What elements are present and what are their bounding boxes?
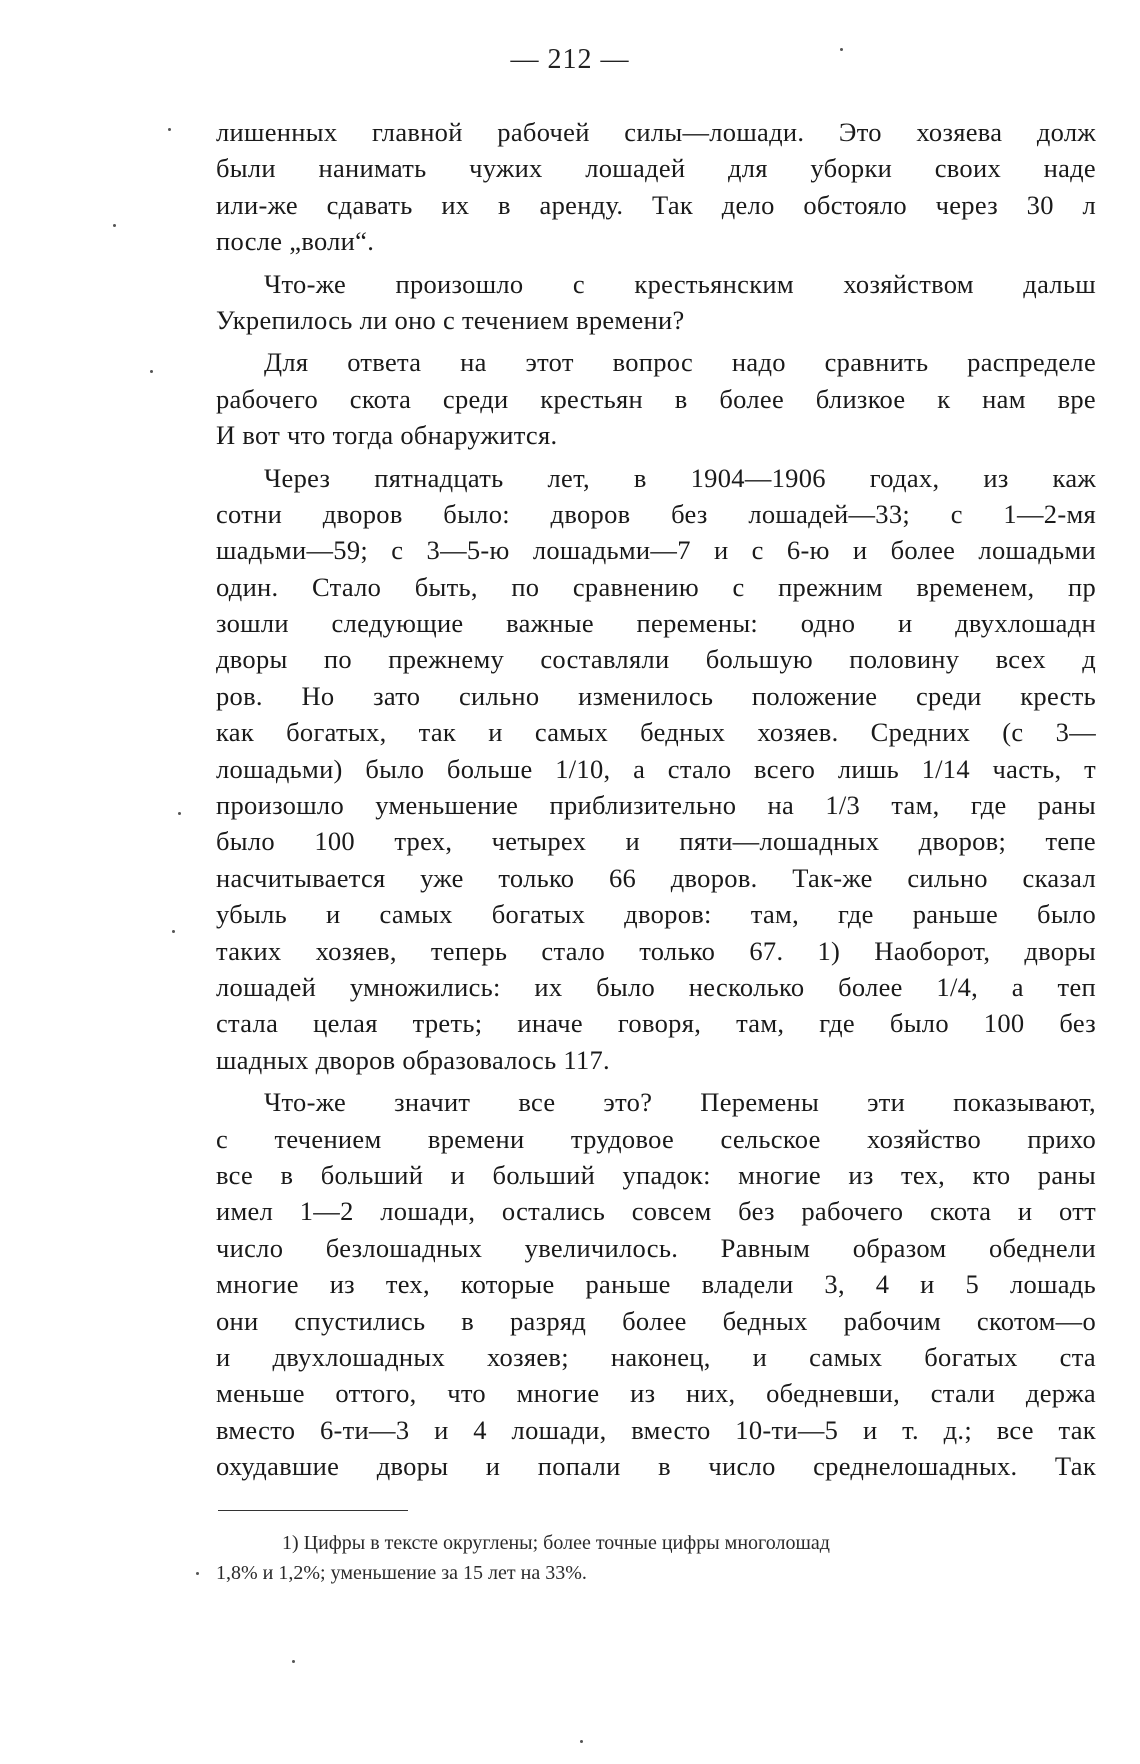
footnote	[216, 1528, 1096, 1588]
text-line: с течением времени трудовое сельское хозяйство прихо	[216, 1123, 1096, 1154]
footnote-line: 1) Цифры в тексте округлены; более точные цифры многолошад	[282, 1532, 830, 1554]
text-line: шадьми—59; с 3—5-ю лошадьми—7 и с 6-ю и более лошадьми	[216, 535, 1096, 566]
text-line: лошадьми) было больше 1/10, а стало всего лишь 1/14 часть, т	[216, 753, 1096, 784]
text-line: зошли следующие важные перемены: одно и двухлошадн	[216, 608, 1096, 639]
text-line: произошло уменьшение приблизительно на 1/3 там, где раны	[216, 790, 1096, 821]
text-line: или-же сдавать их в аренду. Так дело обстояло через 30 л	[216, 189, 1096, 220]
text-line: и двухлошадных хозяев; наконец, и самых богатых ста	[216, 1341, 1096, 1372]
page-number: — 212 —	[510, 44, 630, 75]
text-line: вместо 6-ти—3 и 4 лошади, вместо 10-ти—5 и т. д.; все так	[216, 1414, 1096, 1445]
scan-speck	[840, 48, 843, 51]
text-line: Для ответа на этот вопрос надо сравнить распределе	[264, 347, 1096, 378]
text-line: многие из тех, которые раньше владели 3, 4 и 5 лошадь	[216, 1269, 1096, 1300]
scan-speck	[168, 128, 171, 131]
text-line: один. Стало быть, по сравнению с прежним временем, пр	[216, 571, 1096, 602]
footnote-line: 1,8% и 1,2%; уменьшение за 15 лет на 33%.	[216, 1562, 587, 1584]
text-line: шадных дворов образовалось 117.	[216, 1044, 610, 1075]
text-line: стала целая треть; иначе говоря, там, где было 100 без	[216, 1008, 1096, 1039]
text-line: сотни дворов было: дворов без лошадей—33; с 1—2-мя	[216, 498, 1096, 529]
text-line: Через пятнадцать лет, в 1904—1906 годах, из каж	[264, 462, 1096, 493]
text-line: все в больший и больший упадок: многие из тех, кто раны	[216, 1159, 1096, 1190]
scan-speck	[292, 1660, 295, 1663]
text-line: дворы по прежнему составляли большую половину всех д	[216, 644, 1096, 675]
text-line: Укрепилось ли оно с течением времени?	[216, 304, 685, 335]
scan-speck	[580, 1740, 583, 1743]
text-line: лишенных главной рабочей силы—лошади. Это хозяева долж	[216, 117, 1096, 147]
text-line: как богатых, так и самых бедных хозяев. Средних (с 3—	[216, 717, 1096, 748]
text-line: имел 1—2 лошади, остались совсем без рабочего скота и отт	[216, 1196, 1096, 1227]
text-line: число безлошадных увеличилось. Равным образом обеднели	[216, 1232, 1096, 1263]
scan-speck	[150, 370, 153, 373]
text-line: после „воли“.	[216, 226, 375, 257]
text-line: таких хозяев, теперь стало только 67. 1) Наоборот, дворы	[216, 935, 1096, 966]
text-line: было 100 трех, четырех и пяти—лошадных дворов; тепе	[216, 826, 1096, 857]
text-line: лошадей умножились: их было несколько более 1/4, а теп	[216, 971, 1096, 1002]
text-line: насчитывается уже только 66 дворов. Так-же сильно сказал	[216, 862, 1096, 893]
text-line: охудавшие дворы и попали в число среднелошадных. Так	[216, 1451, 1096, 1482]
footnote-divider	[218, 1510, 408, 1511]
text-line: И вот что тогда обнаружится.	[216, 420, 558, 451]
text-line: ров. Но зато сильно изменилось положение среди кресть	[216, 680, 1096, 711]
scan-speck	[196, 1572, 199, 1575]
text-line: Что-же значит все это? Перемены эти показывают,	[264, 1087, 1096, 1118]
text-line: убыль и самых богатых дворов: там, где раньше было	[216, 899, 1096, 930]
scan-speck	[113, 224, 116, 227]
text-line: рабочего скота среди крестьян в более близкое к нам вре	[216, 383, 1096, 414]
text-line: были нанимать чужих лошадей для уборки своих наде	[216, 153, 1096, 184]
text-line: Что-же произошло с крестьянским хозяйством дальш	[264, 268, 1096, 299]
scan-speck	[178, 812, 181, 815]
text-line: они спустились в разряд более бедных рабочим скотом—о	[216, 1305, 1096, 1336]
main-text	[216, 114, 1096, 1484]
text-line: меньше оттого, что многие из них, обедневши, стали держа	[216, 1378, 1096, 1409]
scan-speck	[172, 930, 175, 933]
